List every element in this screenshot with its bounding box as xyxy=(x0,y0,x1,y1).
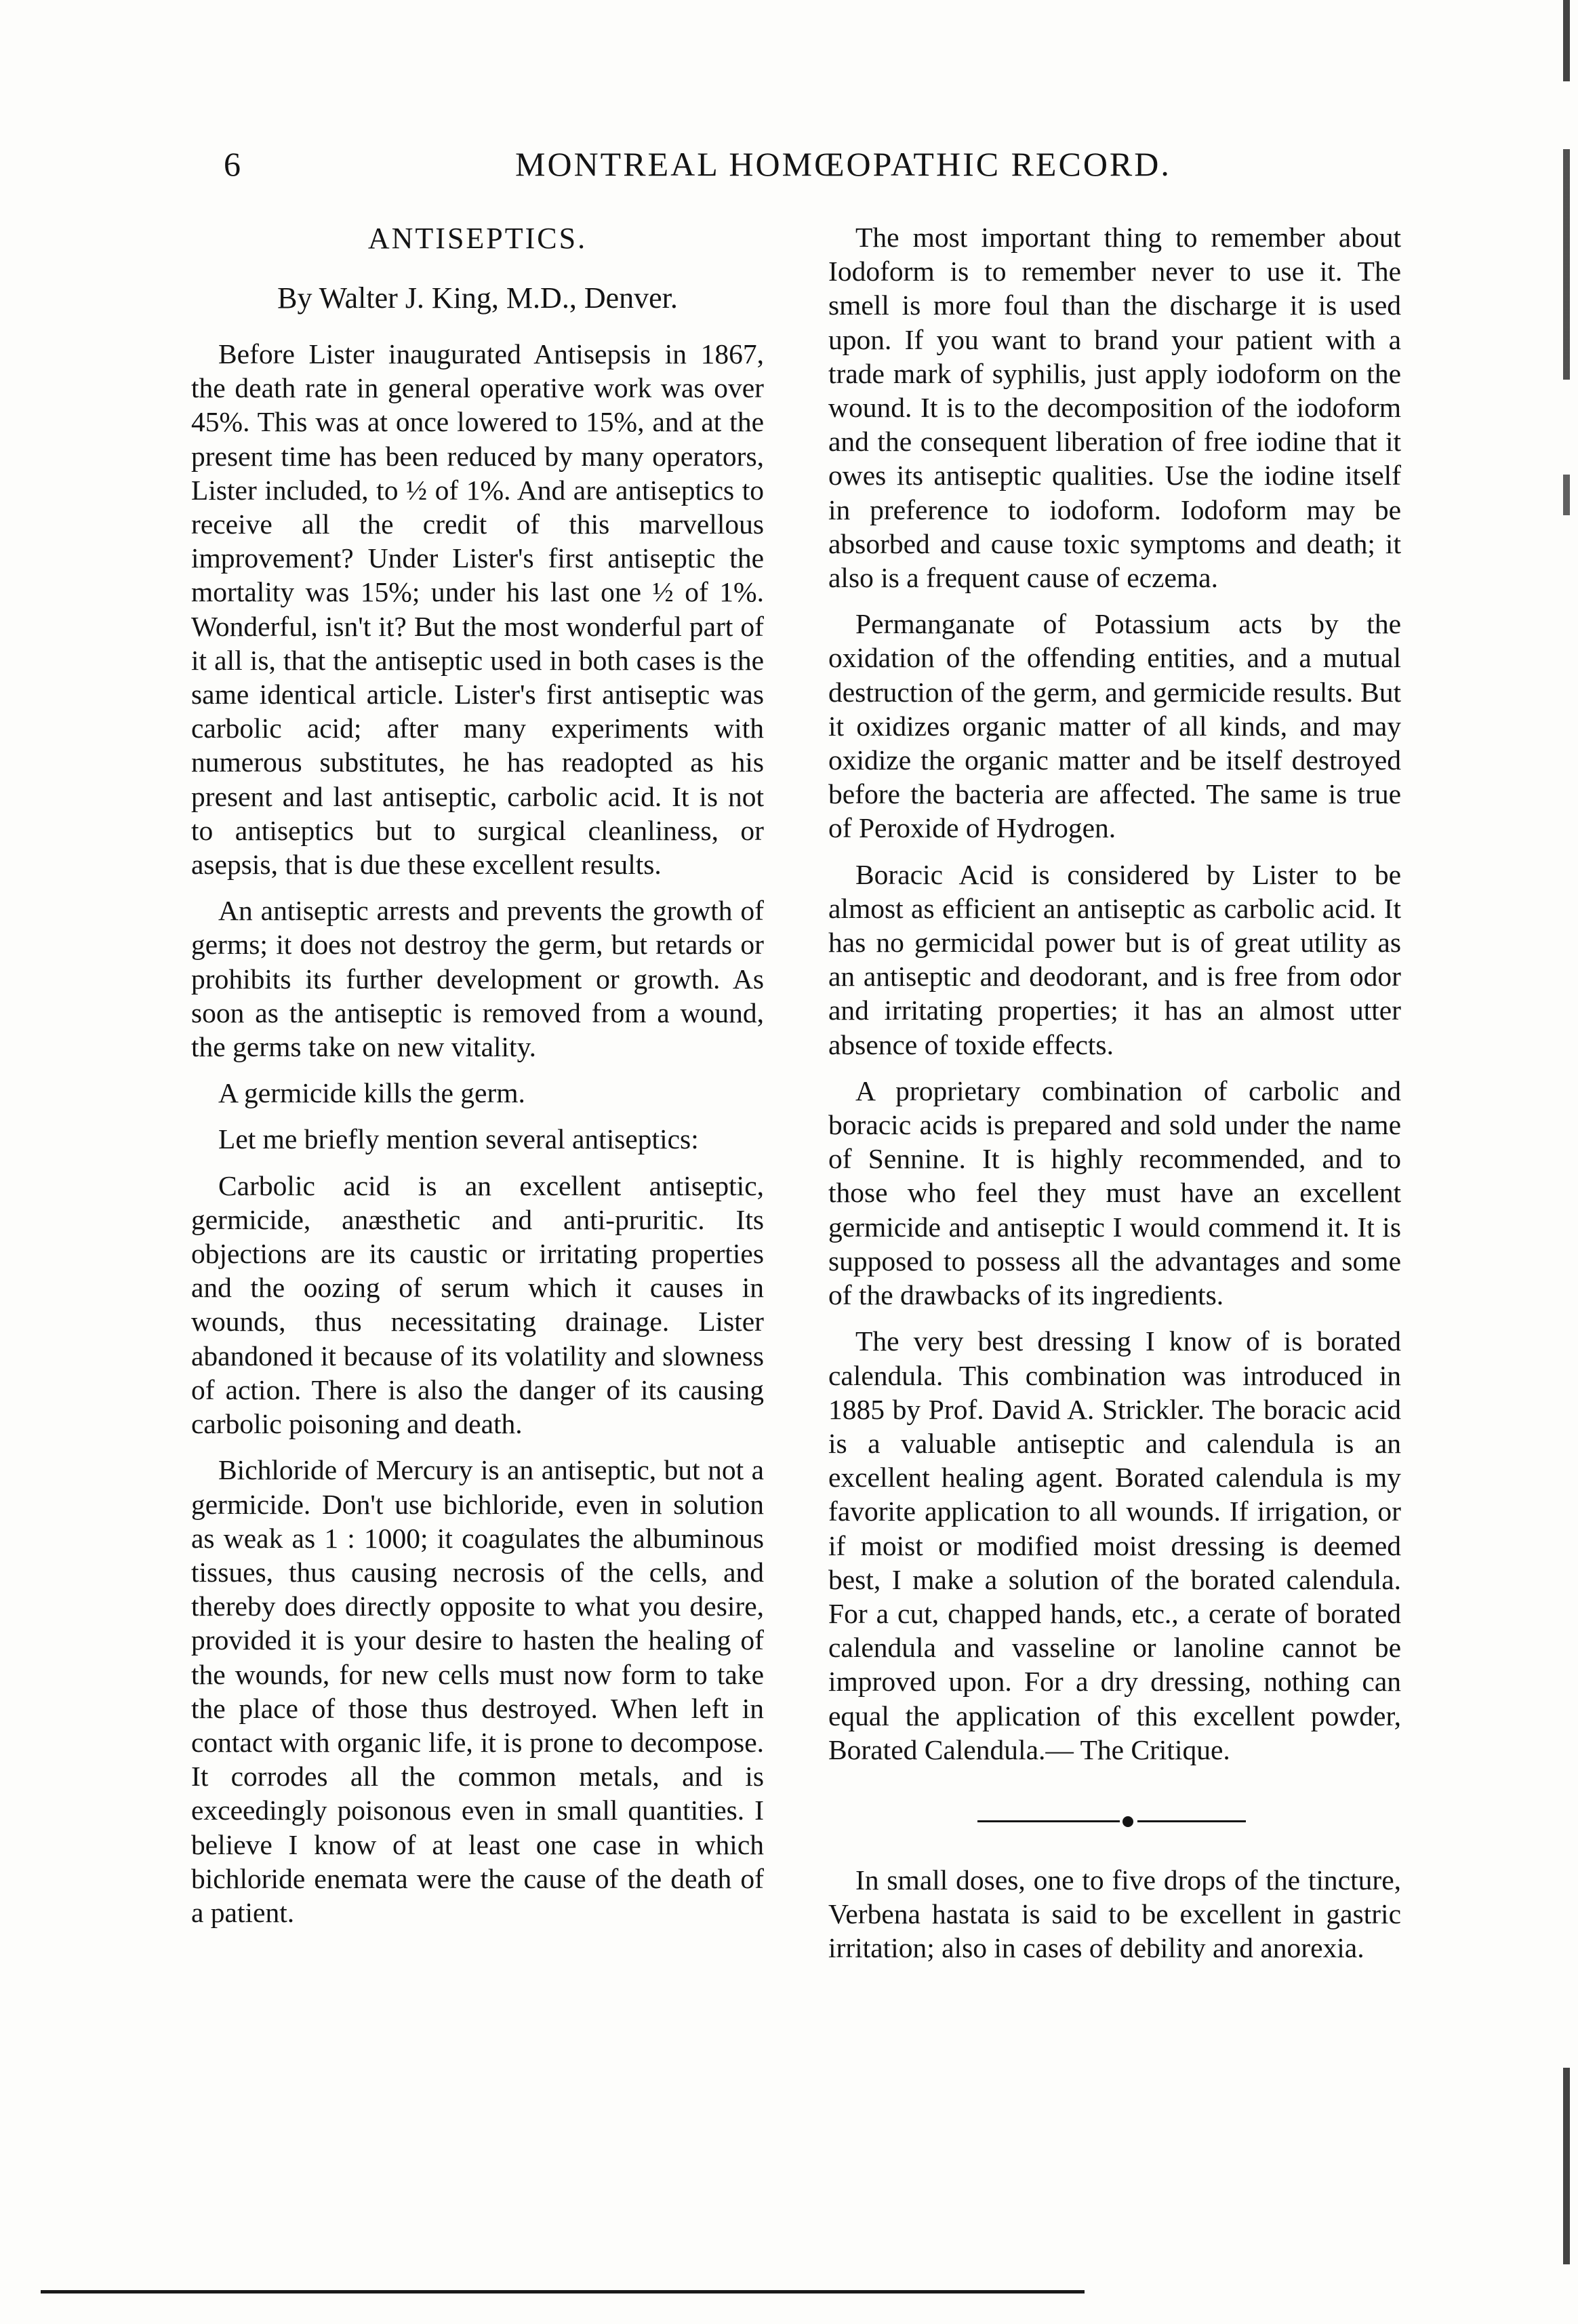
paragraph: Permanganate of Potassium acts by the oxidation of the offending entities, and a mutual destruction of the germ, and germicide results. But it oxidizes organic matter of all kinds, and may oxidize the organic matter and be itself destroyed before the bacteria are affected. The same is true of Peroxide of Hydrogen. xyxy=(828,608,1401,844)
right-column xyxy=(828,220,1401,1978)
left-column xyxy=(191,220,764,1942)
paragraph: The very best dressing I know of is borated calendula. This combination was introduced in 1885 by Prof. David A. Strickler. The boracic acid is a valuable antiseptic and calendula is an excellent healing agent. Borated calendula is my favorite application to all wounds. If irrigation, or if moist or modified moist dressing is deemed best, I make a solution of the borated calendula. For a cut, chapped hands, etc., a cerate of borated calendula and vasseline or lanoline cannot be improved upon. For a dry dressing, nothing can equal the application of this excellent powder, Borated Calendula.— The Critique. xyxy=(828,1325,1401,1765)
paragraph: Before Lister inaugurated Antisepsis in 1867, the death rate in general operative work was over 45%. This was at once lowered to 15%, and at the present time has been reduced by many operators, Lister included, to ½ of 1%. And are antiseptics to receive all the credit of this marvellous improvement? Under Lister's first antiseptic the mortality was 15%; under his last one ½ of 1%. Wonderful, isn't it? But the most wonderful part of it all is, that the antiseptic used in both cases is the same identical article. Lister's first antiseptic was carbolic acid; after many experiments with numerous substitutes, he has readopted as his present and last antiseptic, carbolic acid. It is not to antiseptics but to surgical cleanliness, or asepsis, that is due these excellent results. xyxy=(191,338,764,881)
note-paragraph: In small doses, one to five drops of the tincture, Verbena hastata is said to be excellent in gastric irritation; also in cases of debility and anorexia. xyxy=(828,1864,1401,1964)
scan-edge-mark xyxy=(1563,0,1570,2324)
paragraph: An antiseptic arrests and prevents the growth of germs; it does not destroy the germ, but retards or prohibits its further development or growth. As soon as the antiseptic is removed from a wound, the germs take on new vitality. xyxy=(191,895,764,1063)
article-title: ANTISEPTICS. xyxy=(367,222,588,255)
paragraph: A proprietary combination of carbolic and boracic acids is prepared and sold under the name of Sennine. It is highly recommended, and to those who feel they must have an excellent germicide and antiseptic I would commend it. It is supposed to possess all the advantages and some of the drawbacks of its ingredients. xyxy=(828,1075,1401,1311)
bottom-scan-rule xyxy=(41,2290,1085,2293)
paragraph: A germicide kills the germ. xyxy=(218,1077,525,1109)
paragraph: The most important thing to remember about Iodoform is to remember never to use it. The smell is more foul than the discharge it is used upon. If you want to brand your patient with a trade mark of syphilis, just apply iodoform on the wound. It is to the decomposition of the iodoform and the consequent liberation of free iodine that it owes its antiseptic qualities. Use the iodine itself in preference to iodoform. Iodoform may be absorbed and cause toxic symptoms and death; it also is a frequent cause of eczema. xyxy=(828,222,1401,594)
page-header xyxy=(224,144,1335,198)
paragraph: Boracic Acid is considered by Lister to be almost as efficient an antiseptic as carbolic acid. It has no germicidal power but is of great utility as an antiseptic and deodorant, and is free from odor and irritating properties; it has an almost utter absence of toxide effects. xyxy=(828,858,1401,1060)
section-separator xyxy=(828,1805,1401,1839)
paragraph: Bichloride of Mercury is an antiseptic, but not a germicide. Don't use bichloride, even in solution as weak as 1 : 1000; it coagulates the albuminous tissues, thus causing necrosis of the cells, and thereby does directly opposite to what you desire, provided it is your desire to hasten the healing of the wounds, for new cells must now form to take the place of those thus destroyed. When left in contact with organic life, it is prone to decompose. It corrodes all the common metals, and is exceedingly poisonous even in small quantities. I believe I know of at least one case in which bichloride enemata were the cause of the death of a patient. xyxy=(191,1454,764,1928)
page-number: 6 xyxy=(224,145,241,183)
separator-dot xyxy=(1122,1816,1133,1827)
running-title: MONTREAL HOMŒOPATHIC RECORD. xyxy=(515,145,1171,183)
separator-rule-left xyxy=(977,1820,1120,1822)
paragraph: Let me briefly mention several antiseptics: xyxy=(218,1123,699,1155)
paragraph: Carbolic acid is an excellent antiseptic, germicide, anæsthetic and anti-pruritic. Its objections are its caustic or irritating properties and the oozing of serum which it causes in wounds, thus necessitating drainage. Lister abandoned it because of its volatility and slowness of action. There is also the danger of its causing carbolic poisoning and death. xyxy=(191,1169,764,1440)
article-byline: By Walter J. King, M.D., Denver. xyxy=(277,281,678,315)
separator-rule-right xyxy=(1137,1820,1246,1822)
